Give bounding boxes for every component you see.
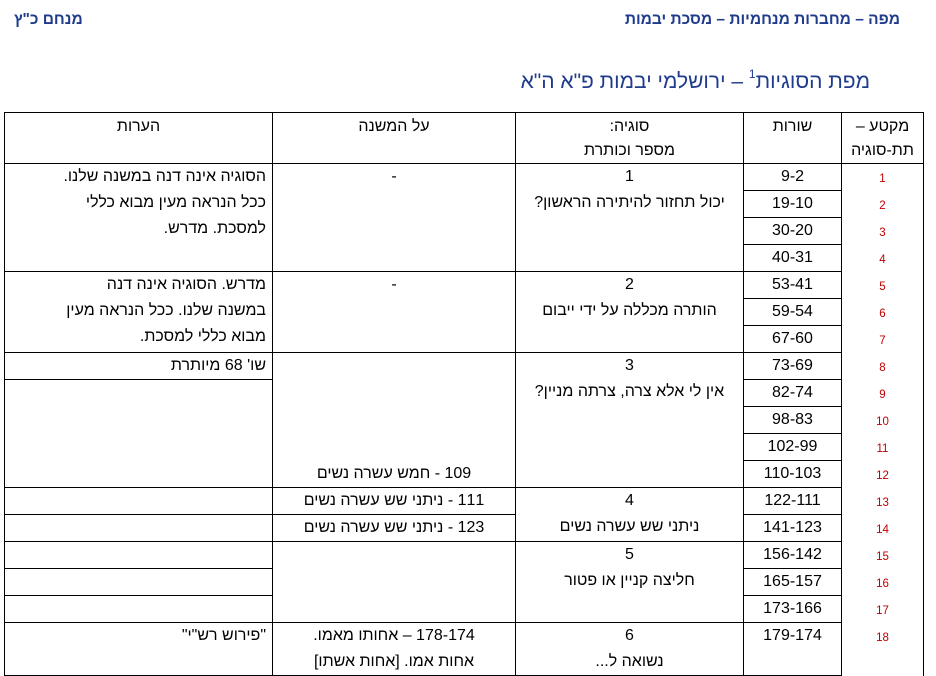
sugia-title: חליצה קניין או פטור bbox=[564, 572, 695, 589]
sugia-cell bbox=[516, 488, 744, 542]
mishna-cell: 178-174 – אחותו מאמו. אחות אמו. [אחות אשתו] bbox=[273, 623, 516, 676]
sugia-title: ניתני שש עשרה נשים bbox=[559, 518, 700, 535]
table-row bbox=[5, 272, 924, 299]
document-title bbox=[520, 67, 870, 94]
sugia-number: 5 bbox=[625, 546, 634, 563]
line-range: 110-103 bbox=[744, 461, 842, 488]
sugia-number: 1 bbox=[625, 168, 634, 185]
section-number: 1 bbox=[842, 164, 924, 191]
notes-cell: "פירוש רש"י" bbox=[5, 623, 273, 676]
section-number: 7 bbox=[842, 326, 924, 353]
col-header-notes: הערות bbox=[5, 113, 273, 164]
notes-cell bbox=[5, 596, 273, 623]
sugia-number: 6 bbox=[625, 627, 634, 644]
table-row bbox=[5, 164, 924, 191]
footnote-marker: 1 bbox=[748, 67, 756, 81]
sugia-title: נשואה ל... bbox=[595, 653, 664, 670]
section-number: 10 bbox=[842, 407, 924, 434]
sugia-title: הותרה מכללה על ידי ייבום bbox=[542, 302, 717, 319]
sugia-cell bbox=[516, 164, 744, 272]
table-header-row bbox=[5, 113, 924, 164]
line-range: 40-31 bbox=[744, 245, 842, 272]
sugia-cell bbox=[516, 542, 744, 623]
section-number: 17 bbox=[842, 596, 924, 623]
line-range: 53-41 bbox=[744, 272, 842, 299]
line-range: 179-174 bbox=[744, 623, 842, 676]
section-number: 8 bbox=[842, 353, 924, 380]
notes-cell bbox=[5, 380, 273, 488]
line-range: 73-69 bbox=[744, 353, 842, 380]
sugia-title: יכול תחזור להיתירה הראשון? bbox=[534, 194, 725, 211]
col-header-mishna: על המשנה bbox=[273, 113, 516, 164]
header-title: מפה – מחברות מנחמיות – מסכת יבמות bbox=[624, 11, 900, 28]
line-range: 156-142 bbox=[744, 542, 842, 569]
mishna-cell: - bbox=[273, 272, 516, 353]
sugia-cell bbox=[516, 623, 744, 676]
section-number: 4 bbox=[842, 245, 924, 272]
notes-cell bbox=[5, 542, 273, 569]
notes-cell: הסוגיה אינה דנה במשנה שלנו. ככל הנראה מעין מבוא כללי למסכת. מדרש. bbox=[5, 164, 273, 272]
line-range: 19-10 bbox=[744, 191, 842, 218]
section-number: 2 bbox=[842, 191, 924, 218]
header-author: מנחם כ"ץ bbox=[14, 11, 83, 28]
sugia-number: 3 bbox=[625, 357, 634, 374]
sugia-number: 4 bbox=[625, 492, 634, 509]
line-range: 9-2 bbox=[744, 164, 842, 191]
col-header-section: מקטע – תת-סוגיה bbox=[842, 113, 924, 164]
notes-cell: מדרש. הסוגיה אינה דנה במשנה שלנו. ככל הנראה מעין מבוא כללי למסכת. bbox=[5, 272, 273, 353]
table-row bbox=[5, 542, 924, 569]
title-main: מפת הסוגיות bbox=[755, 70, 870, 93]
line-range: 122-111 bbox=[744, 488, 842, 515]
col-header-sugia: סוגיה: מספר וכותרת bbox=[516, 113, 744, 164]
title-rest: – ירושלמי יבמות פ"א ה"א bbox=[520, 70, 749, 93]
section-number: 16 bbox=[842, 569, 924, 596]
mishna-cell: 109 - חמש עשרה נשים bbox=[273, 353, 516, 488]
section-number: 11 bbox=[842, 434, 924, 461]
sugia-cell bbox=[516, 353, 744, 488]
table-row bbox=[5, 623, 924, 676]
line-range: 102-99 bbox=[744, 434, 842, 461]
section-number: 12 bbox=[842, 461, 924, 488]
line-range: 30-20 bbox=[744, 218, 842, 245]
table-row bbox=[5, 488, 924, 515]
sugia-number: 2 bbox=[625, 276, 634, 293]
notes-cell bbox=[5, 488, 273, 515]
notes-cell: שו' 68 מיותרת bbox=[5, 353, 273, 380]
line-range: 59-54 bbox=[744, 299, 842, 326]
section-number: 3 bbox=[842, 218, 924, 245]
section-number: 18 bbox=[842, 623, 924, 676]
table-row bbox=[5, 353, 924, 380]
notes-cell bbox=[5, 569, 273, 596]
notes-cell bbox=[5, 515, 273, 542]
section-number: 9 bbox=[842, 380, 924, 407]
line-range: 67-60 bbox=[744, 326, 842, 353]
section-number: 5 bbox=[842, 272, 924, 299]
sugia-title: אין לי אלא צרה, צרתה מניין? bbox=[534, 383, 725, 400]
section-number: 6 bbox=[842, 299, 924, 326]
sugiot-map-table bbox=[4, 112, 924, 676]
line-range: 173-166 bbox=[744, 596, 842, 623]
section-number: 13 bbox=[842, 488, 924, 515]
col-header-lines: שורות bbox=[744, 113, 842, 164]
line-range: 82-74 bbox=[744, 380, 842, 407]
mishna-cell: 123 - ניתני שש עשרה נשים bbox=[273, 515, 516, 542]
table-row bbox=[5, 515, 924, 542]
line-range: 165-157 bbox=[744, 569, 842, 596]
sugia-cell bbox=[516, 272, 744, 353]
section-number: 15 bbox=[842, 542, 924, 569]
mishna-cell bbox=[273, 542, 516, 623]
mishna-cell: 111 - ניתני שש עשרה נשים bbox=[273, 488, 516, 515]
section-number: 14 bbox=[842, 515, 924, 542]
mishna-cell: - bbox=[273, 164, 516, 272]
line-range: 98-83 bbox=[744, 407, 842, 434]
line-range: 141-123 bbox=[744, 515, 842, 542]
